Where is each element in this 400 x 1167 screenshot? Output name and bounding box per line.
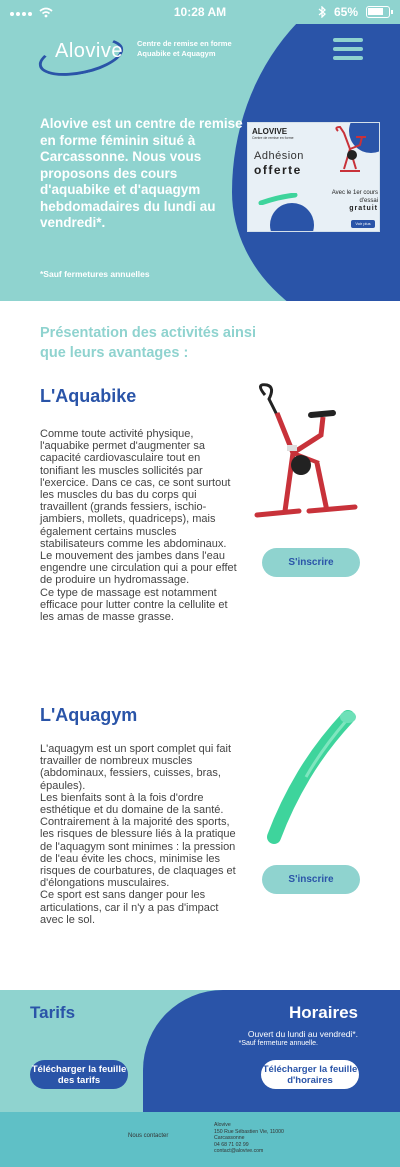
aquabike-paragraph: Comme toute activité physique, l'aquabike permet d'augmenter sa capacité cardiovasculaire tout en tonifiant les muscles sollicités par l'exercice. Dans ce cas, ce sont surtout les muscles du bas du corps qui travaillent (grands fessiers, ischio-jambiers, mollets, quadriceps), mais également certains muscles stabilisateurs comme les abdominaux.	[40, 428, 231, 550]
system-icons	[318, 5, 390, 19]
aquagym-paragraph: L'aquagym est un sport complet qui fait travailler de nombreux muscles (abdominaux, fessiers, cuisses, bras, épaules).	[40, 743, 232, 792]
promo-headline-strong: offerte	[254, 163, 302, 177]
email[interactable]: contact@alovive.com	[214, 1148, 264, 1154]
aquabike-paragraph: Le mouvement des jambes dans l'eau engendre une circulation qui a pour effet de produire un hydromassage.	[40, 550, 237, 587]
aquagym-noodle-image	[262, 705, 362, 845]
pricing-hours-section	[0, 990, 400, 1112]
logo[interactable]	[38, 32, 130, 76]
aquabike-icon	[330, 125, 370, 177]
address-line: 150 Rue Sébastien Vie, 11000	[214, 1128, 284, 1135]
section-intro: Présentation des activités ainsi que leurs avantages :	[40, 325, 256, 361]
aquagym-paragraph: Contrairement à la majorité des sports, les risques de blessure liés à la pratique de l'aquagym sont minimes : la pression de l'eau évite les chocs, minimise les risques de courbatures, de claquages et d'élongations musculaires.	[40, 816, 236, 890]
address-block	[214, 1122, 284, 1155]
promo-headline: Adhésion	[254, 150, 304, 162]
aquabike-signup-button[interactable]: S'inscrire	[262, 548, 360, 577]
bluetooth-icon	[318, 6, 326, 18]
hours-text: Ouvert du lundi au vendredi*.	[247, 1029, 358, 1039]
promo-brand-sub: Centre de remise en forme	[252, 136, 294, 140]
noodle-icon	[258, 193, 298, 205]
menu-icon[interactable]	[333, 38, 363, 60]
aquagym-title: L'Aquagym	[40, 705, 138, 725]
footer	[0, 1112, 400, 1167]
aquagym-paragraph: Ce sport est sans danger pour les articulations, car il n'y a pas d'impact avec le sol.	[40, 889, 219, 926]
download-horaires-button[interactable]: Télécharger la feuille d'horaires	[261, 1060, 359, 1089]
tarifs-title: Tarifs	[30, 1003, 76, 1022]
download-tarifs-button[interactable]: Télécharger la feuille des tarifs	[30, 1060, 128, 1089]
hero-note: *Sauf fermetures annuelles	[40, 269, 150, 279]
aquabike-image	[247, 383, 362, 523]
clock: 10:28 AM	[173, 5, 227, 19]
contact-link[interactable]: Nous contacter	[128, 1133, 169, 1139]
promo-banner[interactable]	[247, 122, 380, 232]
aquabike-paragraph: Ce type de massage est notamment efficace pour lutter contre la cellulite et les amas de masse grasse.	[40, 586, 228, 624]
hero-section	[0, 24, 400, 301]
logo-text: Alovive	[55, 40, 123, 62]
aquabike-title: L'Aquabike	[40, 386, 137, 406]
aquagym-description	[40, 743, 240, 926]
promo-offer-strong: gratuit	[349, 205, 378, 212]
aquabike-description	[40, 428, 240, 623]
battery-percent: 65%	[333, 5, 358, 19]
aquagym-signup-button[interactable]: S'inscrire	[262, 865, 360, 894]
hours-note: *Sauf fermeture annuelle.	[238, 1040, 318, 1047]
battery-icon	[366, 6, 390, 18]
address-line: Alovive	[214, 1122, 231, 1128]
hero-text: Alovive est un centre de remise en forme féminin situé à Carcassonne. Nous vous proposons des cours d'aquabike et d'aquagym hebdomadaires du lundi au vendredi*.	[40, 116, 243, 230]
status-bar	[0, 0, 400, 24]
pricing-decorative-shape	[143, 990, 400, 1112]
promo-brand: ALOVIVE	[252, 127, 288, 136]
phone: 04 68 71 02 99	[214, 1141, 249, 1148]
tagline: Centre de remise en forme Aquabike et Aquagym	[137, 39, 232, 58]
promo-offer: Avec le 1er cours d'essai	[331, 190, 378, 204]
horaires-title: Horaires	[289, 1003, 358, 1022]
aquagym-paragraph: Les bienfaits sont à la fois d'ordre esthétique et du domaine de la santé.	[40, 791, 224, 817]
address-line: Carcassonne	[214, 1135, 245, 1141]
promo-circle	[270, 203, 314, 232]
promo-more-button[interactable]: Voir plus	[351, 220, 375, 228]
